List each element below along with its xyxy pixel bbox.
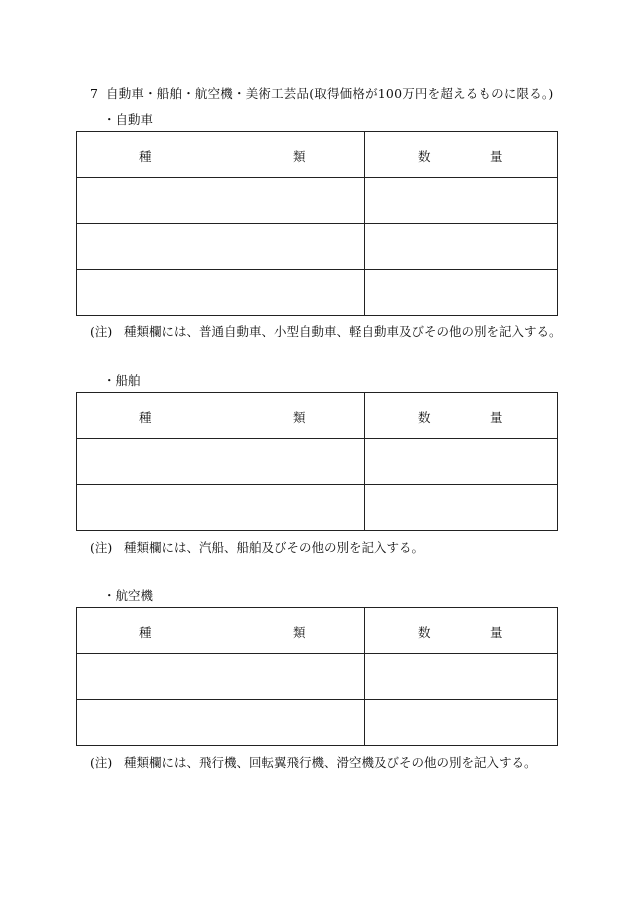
table-row bbox=[77, 178, 558, 224]
kind-header bbox=[77, 132, 365, 178]
quantity-header-char-1: 数 bbox=[418, 149, 431, 164]
kind-cell[interactable] bbox=[77, 439, 365, 485]
quantity-header-char-1: 数 bbox=[418, 625, 431, 640]
quantity-cell[interactable] bbox=[365, 700, 558, 746]
quantity-header bbox=[365, 393, 558, 439]
kind-header-char-2: 類 bbox=[293, 410, 306, 425]
table-header-row bbox=[77, 132, 558, 178]
kind-cell[interactable] bbox=[77, 700, 365, 746]
kind-header-char-2: 類 bbox=[293, 149, 306, 164]
table-row bbox=[77, 224, 558, 270]
ship-note bbox=[90, 538, 424, 556]
quantity-cell[interactable] bbox=[365, 439, 558, 485]
aircraft-note bbox=[90, 753, 537, 771]
quantity-header-char-2: 量 bbox=[490, 625, 503, 640]
section-title-ship: ・船舶 bbox=[103, 373, 141, 388]
kind-header-char-1: 種 bbox=[139, 149, 152, 164]
quantity-cell[interactable] bbox=[365, 485, 558, 531]
document-heading bbox=[90, 84, 553, 102]
table-row bbox=[77, 485, 558, 531]
quantity-header-char-2: 量 bbox=[490, 149, 503, 164]
kind-header-char-2: 類 bbox=[293, 625, 306, 640]
automobile-note bbox=[90, 322, 562, 340]
kind-cell[interactable] bbox=[77, 224, 365, 270]
quantity-cell[interactable] bbox=[365, 270, 558, 316]
kind-header bbox=[77, 608, 365, 654]
note-label: (注) bbox=[90, 540, 113, 555]
table-row bbox=[77, 439, 558, 485]
quantity-cell[interactable] bbox=[365, 178, 558, 224]
quantity-cell[interactable] bbox=[365, 654, 558, 700]
kind-cell[interactable] bbox=[77, 178, 365, 224]
section-title-aircraft: ・航空機 bbox=[103, 588, 154, 603]
heading-number: 7 bbox=[90, 86, 99, 101]
note-text: 種類欄には、飛行機、回転翼飛行機、滑空機及びその他の別を記入する。 bbox=[124, 755, 537, 770]
quantity-header-char-1: 数 bbox=[418, 410, 431, 425]
note-label: (注) bbox=[90, 324, 113, 339]
kind-cell[interactable] bbox=[77, 654, 365, 700]
kind-cell[interactable] bbox=[77, 485, 365, 531]
table-row bbox=[77, 700, 558, 746]
quantity-cell[interactable] bbox=[365, 224, 558, 270]
ship-table bbox=[76, 392, 558, 531]
table-row bbox=[77, 270, 558, 316]
table-header-row bbox=[77, 393, 558, 439]
kind-header bbox=[77, 393, 365, 439]
quantity-header bbox=[365, 608, 558, 654]
automobile-table bbox=[76, 131, 558, 316]
note-label: (注) bbox=[90, 755, 113, 770]
heading-text: 自動車・船舶・航空機・美術工芸品(取得価格が100万円を超えるものに限る。) bbox=[106, 86, 554, 101]
aircraft-table bbox=[76, 607, 558, 746]
quantity-header bbox=[365, 132, 558, 178]
table-row bbox=[77, 654, 558, 700]
table-header-row bbox=[77, 608, 558, 654]
kind-header-char-1: 種 bbox=[139, 410, 152, 425]
section-title-automobile: ・自動車 bbox=[103, 112, 154, 127]
quantity-header-char-2: 量 bbox=[490, 410, 503, 425]
note-text: 種類欄には、普通自動車、小型自動車、軽自動車及びその他の別を記入する。 bbox=[124, 324, 562, 339]
kind-header-char-1: 種 bbox=[139, 625, 152, 640]
kind-cell[interactable] bbox=[77, 270, 365, 316]
note-text: 種類欄には、汽船、船舶及びその他の別を記入する。 bbox=[124, 540, 425, 555]
